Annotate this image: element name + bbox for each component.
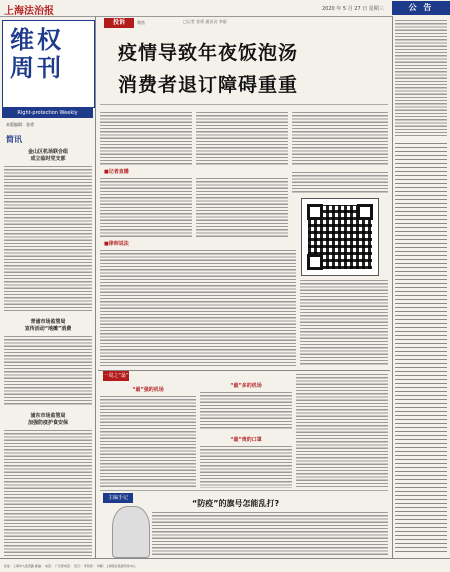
article-body-col-1 (100, 176, 192, 238)
headline-line-2: 消费者退订障碍重重 (118, 74, 299, 96)
issue-date: 2020 年 5 月 27 日 星期三 (322, 6, 384, 12)
announcement-list (395, 140, 447, 554)
news1-body (4, 164, 92, 312)
announcement-text (395, 18, 447, 136)
news2-title-2: 宣传活动“地摊”消费 (24, 326, 72, 332)
news2-title-1: 青浦市场监管局 (30, 319, 66, 325)
article-right-body (300, 278, 388, 366)
complaint-tag-sub: 聚焦 (137, 20, 145, 25)
brand-title (10, 26, 64, 82)
news3-title-1: 浦东市场监管局 (30, 413, 66, 419)
editor-note-tag: 主编手记 (103, 493, 133, 503)
qr-finder (357, 204, 373, 220)
article-byline: □记者 金勇 通讯员 李丽 (183, 19, 227, 24)
editor-note-body (152, 510, 388, 556)
brief-news-label: 简讯 (6, 135, 22, 144)
article-lead-col-2 (196, 110, 288, 166)
announcement-header: 公 告 (392, 1, 450, 15)
subhead-lawyer: ■律师说法 (104, 241, 129, 247)
box2-body (200, 444, 292, 488)
article-body-col-3 (292, 170, 388, 194)
brand-title-line-1: 维权 (10, 25, 64, 54)
divider (100, 104, 388, 105)
qr-finder (307, 254, 323, 270)
box1-title: “最”强的机场 (132, 387, 164, 393)
qr-finder (307, 204, 323, 220)
box2-title: “最”贵的口罩 (230, 437, 262, 443)
box1-body (100, 394, 196, 488)
brand-english-title: Right-protection Weekly (2, 108, 93, 118)
weekly-right-body (296, 372, 388, 488)
divider (100, 490, 388, 491)
brand-title-line-2: 周刊 (10, 53, 64, 82)
news1-title-2: 成立临时党支部 (30, 156, 66, 162)
news3-body (4, 428, 92, 556)
box3-body (200, 390, 292, 430)
headline-line-1: 疫情导致年夜饭泡汤 (118, 42, 299, 64)
news1-title-1: 金山区机场联合组 (27, 149, 68, 155)
weekly-most-tag: 一周之“最” (103, 373, 129, 379)
editor-note-title: “防疫”的旗号怎能乱打? (192, 499, 280, 508)
page-footer: 社址：上海市大连西路 邮编： 电话： 广告部电话： 发行： 零售价： 印刷：上海报业集团印务中心 (0, 558, 450, 572)
box3-title: “最”多的机场 (230, 383, 262, 389)
newspaper-logo: 上海法治报 (4, 6, 54, 17)
article-lead-col-3 (292, 110, 388, 166)
qr-code (301, 198, 379, 276)
article-body-col-2 (196, 176, 288, 238)
article-lead-col-1 (100, 110, 192, 166)
page-editor: 本版编辑：金勇 (6, 122, 34, 127)
news2-body (4, 334, 92, 406)
news3-title-2: 加强防疫护食安保 (27, 420, 68, 426)
editor-portrait (112, 506, 150, 558)
lawyer-body (100, 248, 296, 366)
subhead-reporter: ■记者直播 (104, 169, 129, 175)
complaint-tag: 投诉 (104, 18, 134, 28)
